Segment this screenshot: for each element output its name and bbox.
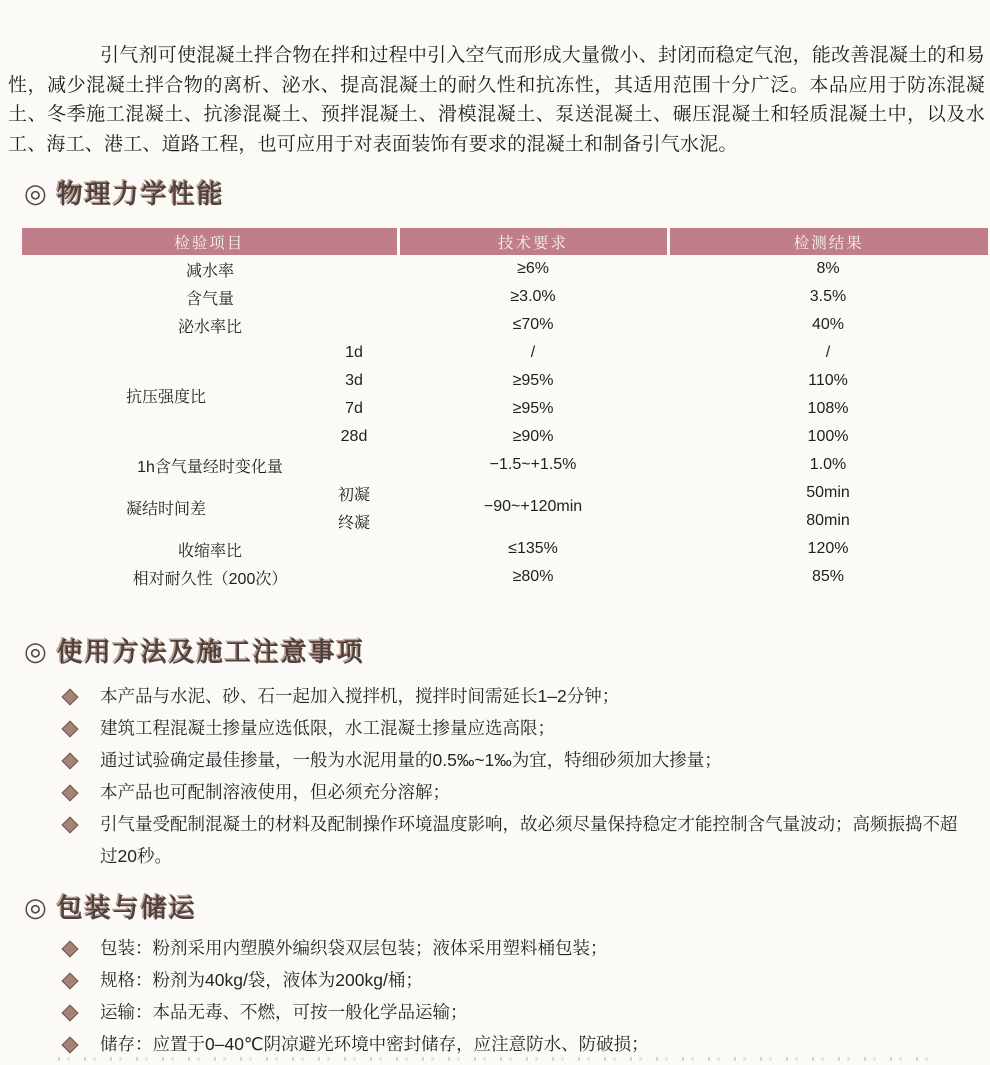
section-title: 物理力学性能 [56,179,225,209]
perf-table-body [22,255,988,591]
diamond-bullet-icon [62,785,79,802]
table-cell: 110% [808,372,848,389]
table-cell: 含气量 [186,290,235,308]
section-heading-usage [24,632,365,669]
table-cell: 40% [812,316,845,333]
table-cell: 相对耐久性（200次） [132,570,288,588]
table-cell: 1.0% [809,456,847,473]
table-cell: −90~+120min [483,498,583,515]
table-cell: 泌水率比 [178,318,243,336]
table-header-requirement: 技术要求 [398,228,668,255]
list-item-text: 通过试验确定最佳掺量，一般为水泥用量的0.5‰~1‰为宜，特细砂须加大掺量； [100,750,722,770]
table-cell: 1h含气量经时变化量 [137,458,283,476]
table-cell: 初凝 [338,486,371,504]
table-cell: / [530,344,536,361]
section-title: 包装与储运 [56,893,197,923]
table-cell: −1.5~+1.5% [489,456,577,473]
table-cell: ≥80% [512,568,554,585]
list-item-text: 本产品与水泥、砂、石一起加入搅拌机，搅拌时间需延长1–2分钟； [100,686,620,706]
diamond-bullet-icon [62,1037,79,1054]
table-cell: 凝结时间差 [125,500,206,518]
list-item [62,808,967,872]
list-item [62,712,967,744]
list-item-text: 运输：本品无毒、不燃，可按一般化学品运输； [100,1002,468,1022]
table-cell: 1d [345,344,363,361]
table-cell: 80min [806,512,850,529]
table-cell: ≥95% [512,372,554,389]
table-row [22,283,988,311]
table-row [22,479,988,507]
list-item [62,776,967,808]
table-row [22,535,988,563]
double-circle-icon: ◎ [24,891,49,922]
list-item [62,964,967,996]
section-title: 使用方法及施工注意事项 [56,637,365,667]
list-item [62,1028,967,1060]
double-circle-icon: ◎ [24,177,49,208]
section-heading-packaging [24,888,197,925]
table-row [22,563,988,591]
diamond-bullet-icon [62,973,79,990]
table-cell: 108% [807,400,849,417]
table-cell: 抗压强度比 [125,388,206,406]
list-item-text: 引气量受配制混凝土的材料及配制操作环境温度影响，故必须尽量保持稳定才能控制含气量波动；高频振捣不超过20秒。 [100,814,958,866]
table-cell: ≤70% [512,316,554,333]
diamond-bullet-icon [62,721,79,738]
section-heading-physical [24,174,225,211]
table-row [22,311,988,339]
table-cell: 120% [807,540,849,557]
list-item-text: 储存：应置于0–40℃阴凉避光环境中密封储存，应注意防水、防破损； [100,1034,649,1054]
diamond-bullet-icon [62,753,79,770]
table-cell: 28d [340,428,368,445]
list-item [62,680,967,712]
table-cell: ≥6% [517,260,549,277]
table-cell: 3d [345,372,363,389]
table-cell: 终凝 [338,514,371,532]
list-item [62,932,967,964]
list-item-text: 包装：粉剂采用内塑膜外编织袋双层包装；液体采用塑料桶包装； [100,938,608,958]
table-cell: 50min [806,484,850,501]
list-item-text: 建筑工程混凝土掺量应选低限，水工混凝土掺量应选高限； [100,718,555,738]
table-cell: ≥3.0% [510,288,556,305]
table-cell: ≤135% [508,540,558,557]
diamond-bullet-icon [62,941,79,958]
table-cell: 减水率 [186,262,235,280]
list-item [62,744,967,776]
clipped-text-line [58,1057,938,1061]
performance-table [22,228,988,591]
table-cell: 收缩率比 [178,542,243,560]
packaging-bullet-list [62,932,967,1060]
table-cell: 100% [807,428,849,445]
table-cell: ≥95% [512,400,554,417]
table-row [22,339,988,367]
table-row [22,255,988,283]
diamond-bullet-icon [62,817,79,834]
diamond-bullet-icon [62,1005,79,1022]
table-cell: 7d [345,400,363,417]
table-header-item: 检验项目 [22,228,398,255]
list-item-text: 本产品也可配制溶液使用，但必须充分溶解； [100,782,450,802]
table-cell: 3.5% [809,288,847,305]
list-item-text: 规格：粉剂为40kg/袋，液体为200kg/桶； [100,970,423,990]
double-circle-icon: ◎ [24,635,49,666]
usage-bullet-list [62,680,967,872]
table-row [22,451,988,479]
table-header-row [22,228,988,255]
table-cell: ≥90% [512,428,554,445]
list-item [62,996,967,1028]
diamond-bullet-icon [62,689,79,706]
table-cell: 8% [816,260,840,277]
intro-paragraph: 引气剂可使混凝土拌合物在拌和过程中引入空气而形成大量微小、封闭而稳定气泡，能改善混凝土的和易性，减少混凝土拌合物的离析、泌水、提高混凝土的耐久性和抗冻性，其适用范围十分广泛。本品应用于防冻混凝土、冬季施工混凝土、抗渗混凝土、预拌混凝土、滑模混凝土、泵送混凝土、碾压混凝土和轻质混凝土中，以及水工、海工、港工、道路工程，也可应用于对表面装饰有要求的混凝土和制备引气水泥。 [8,45,985,155]
table-header-result: 检测结果 [668,228,988,255]
table-cell: 85% [812,568,845,585]
table-cell: / [825,344,831,361]
